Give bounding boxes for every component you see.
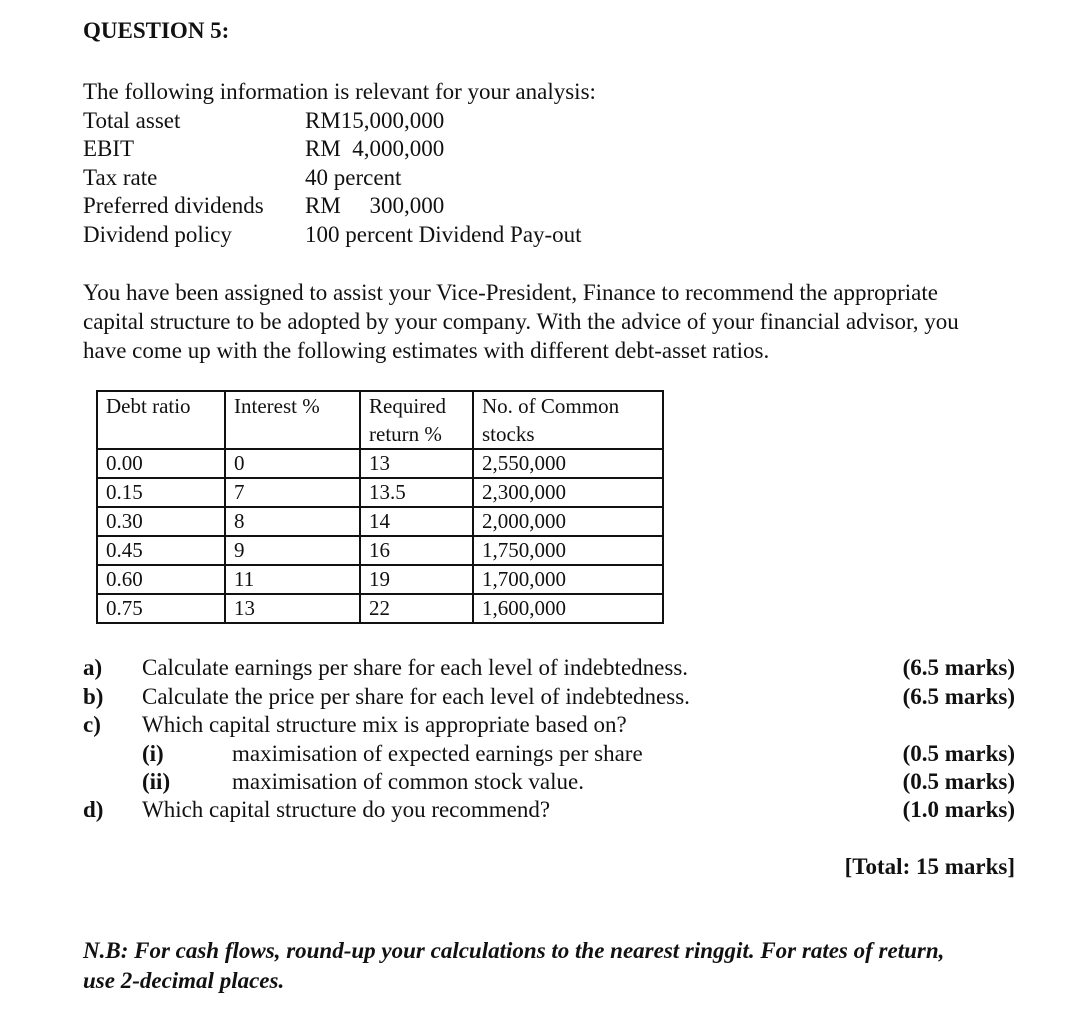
cell-required-return: 19 [360,565,473,594]
question-c-ii-numeral: (ii) [142,769,171,794]
paragraph-line: have come up with the following estimates with different debt-asset ratios. [83,338,770,363]
cell-debt-ratio: 0.60 [97,565,225,594]
question-a-marks: (6.5 marks) [902,655,1015,680]
nb-note [83,936,1023,996]
table-row [97,507,663,536]
table-row [97,536,663,565]
question-heading: QUESTION 5: [83,18,230,43]
table-row [97,478,663,507]
question-d-letter: d) [83,797,104,822]
cell-interest: 13 [225,594,360,623]
info-label: Preferred dividends [83,193,264,218]
cell-common-stocks: 1,750,000 [473,536,663,565]
cell-debt-ratio: 0.30 [97,507,225,536]
question-c-ii-marks: (0.5 marks) [902,769,1015,794]
header-required-return: Required return % [360,391,473,449]
intro-text: The following information is relevant for your analysis: [83,79,596,104]
table-row [97,565,663,594]
cell-interest: 11 [225,565,360,594]
question-b-letter: b) [83,684,104,709]
debt-ratio-table [96,390,664,624]
cell-common-stocks: 2,550,000 [473,449,663,478]
cell-interest: 8 [225,507,360,536]
total-marks: [Total: 15 marks] [844,854,1015,879]
cell-common-stocks: 2,000,000 [473,507,663,536]
cell-common-stocks: 1,700,000 [473,565,663,594]
paragraph-line: capital structure to be adopted by your company. With the advice of your financial advisor, you [83,309,959,334]
table-header-row [97,391,663,449]
question-a-letter: a) [83,655,103,680]
cell-debt-ratio: 0.45 [97,536,225,565]
info-label: Dividend policy [83,222,232,247]
table-row [97,449,663,478]
cell-debt-ratio: 0.75 [97,594,225,623]
info-value: RM 300,000 [305,193,445,218]
question-c-i-text: maximisation of expected earnings per share [232,741,643,766]
question-c-letter: c) [83,712,101,737]
header-interest: Interest % [225,391,360,449]
question-a-text: Calculate earnings per share for each level of indebtedness. [142,655,689,680]
question-b-marks: (6.5 marks) [902,684,1015,709]
info-value: 40 percent [305,165,402,190]
cell-required-return: 16 [360,536,473,565]
header-debt-ratio: Debt ratio [97,391,225,449]
cell-required-return: 13.5 [360,478,473,507]
cell-required-return: 22 [360,594,473,623]
table-row [97,594,663,623]
cell-interest: 0 [225,449,360,478]
cell-interest: 7 [225,478,360,507]
cell-common-stocks: 1,600,000 [473,594,663,623]
question-c-i-marks: (0.5 marks) [902,741,1015,766]
cell-required-return: 14 [360,507,473,536]
info-value: RM 4,000,000 [305,136,445,161]
context-paragraph [83,278,1023,365]
question-c-text: Which capital structure mix is appropriate based on? [142,712,627,737]
question-c-i-numeral: (i) [142,741,164,766]
info-label: EBIT [83,136,135,161]
question-d-text: Which capital structure do you recommend? [142,797,551,822]
header-common-stocks: No. of Common stocks [473,391,663,449]
cell-common-stocks: 2,300,000 [473,478,663,507]
info-label: Tax rate [83,165,158,190]
question-b-text: Calculate the price per share for each level of indebtedness. [142,684,690,709]
question-c-ii-text: maximisation of common stock value. [232,769,584,794]
cell-debt-ratio: 0.15 [97,478,225,507]
info-value: RM15,000,000 [305,108,445,133]
info-value: 100 percent Dividend Pay-out [305,222,582,247]
info-label: Total asset [83,108,181,133]
cell-debt-ratio: 0.00 [97,449,225,478]
nb-line: use 2-decimal places. [83,968,285,993]
question-d-marks: (1.0 marks) [902,797,1015,822]
cell-interest: 9 [225,536,360,565]
paragraph-line: You have been assigned to assist your Vice-President, Finance to recommend the appropriate [83,280,938,305]
nb-line: N.B: For cash flows, round-up your calculations to the nearest ringgit. For rates of return, [83,938,945,963]
cell-required-return: 13 [360,449,473,478]
